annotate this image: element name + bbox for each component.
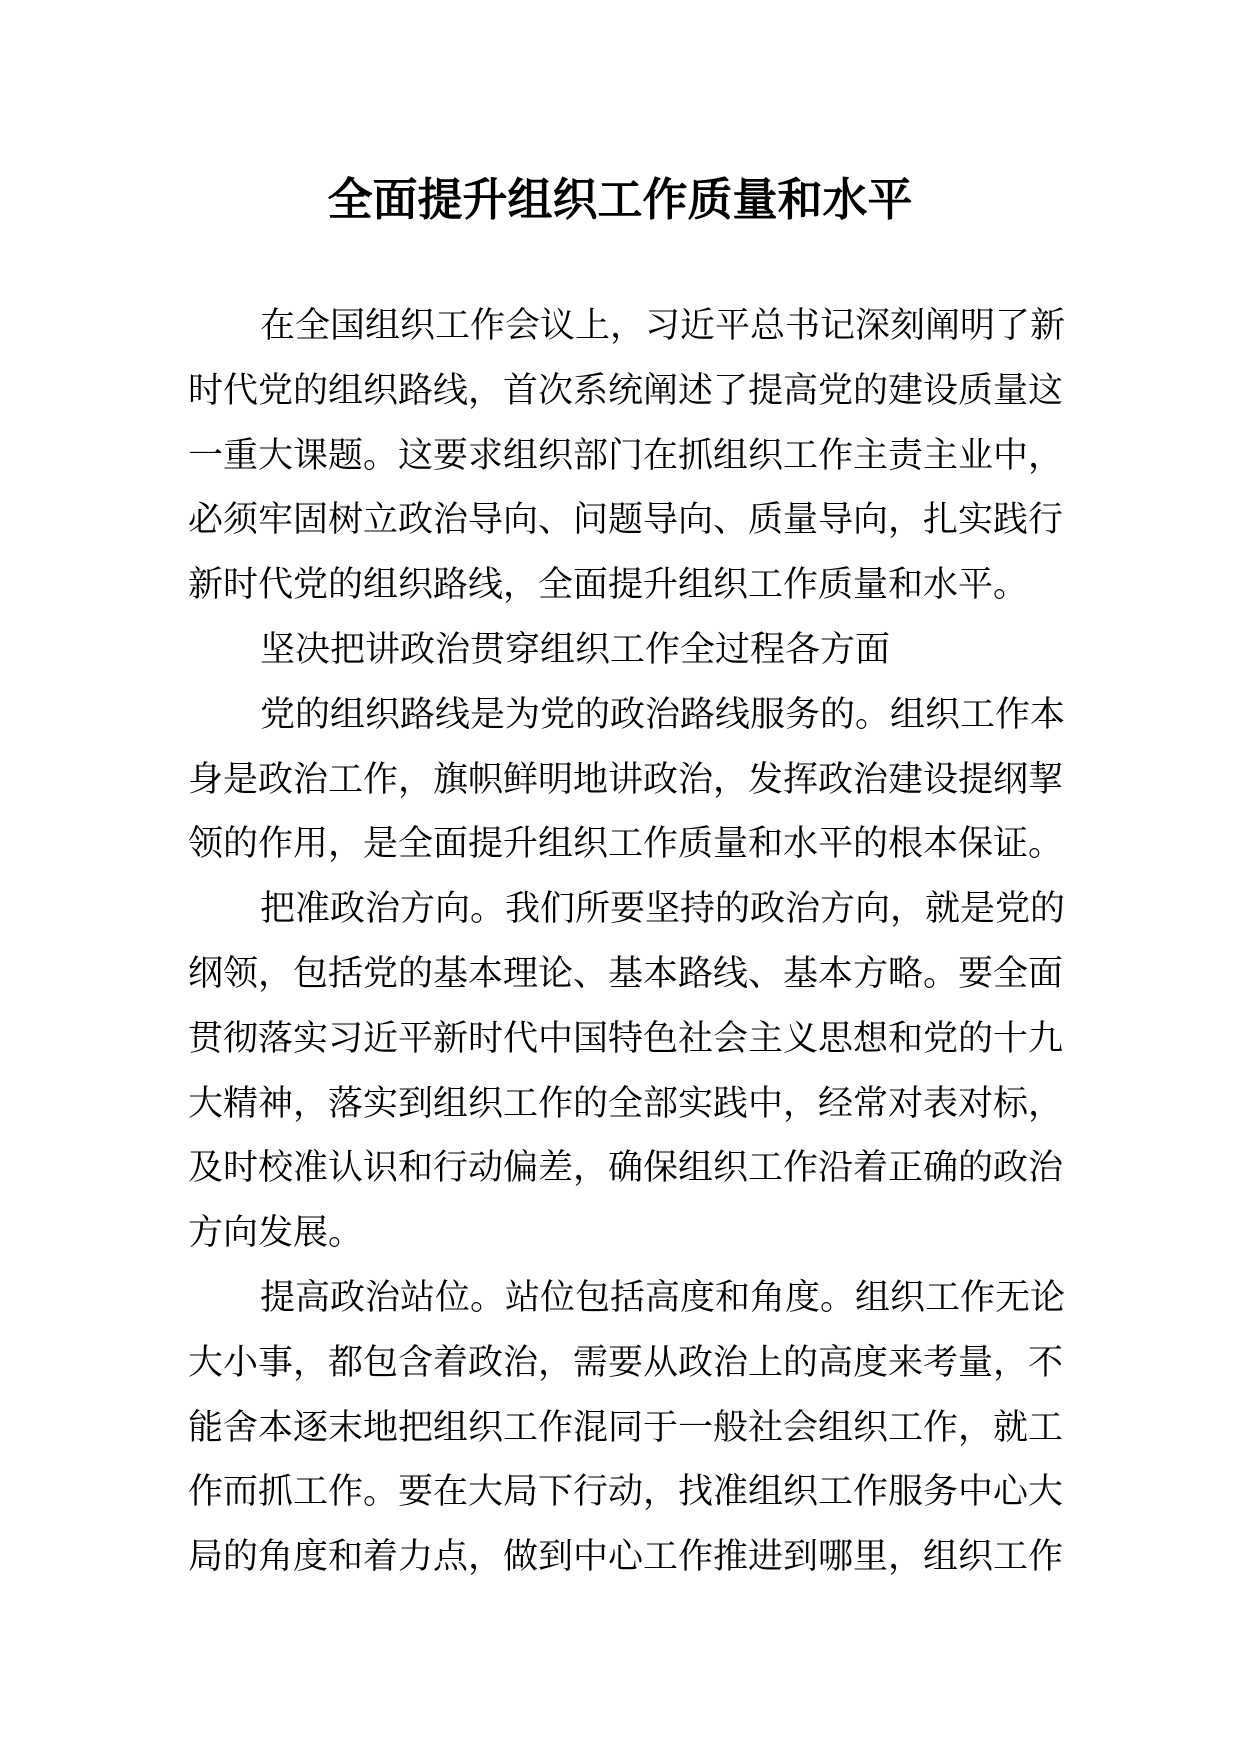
document-body — [188, 294, 1066, 1590]
text-line: 提高政治站位。站位包括高度和角度。组织工作无论 — [260, 1277, 1066, 1318]
text-line: 新时代党的组织路线，全面提升组织工作质量和水平。 — [188, 565, 1029, 606]
text-line: 坚决把讲政治贯穿组织工作全过程各方面 — [260, 629, 891, 670]
text-line: 局的角度和着力点，做到中心工作推进到哪里，组织工作 — [188, 1537, 1064, 1578]
text-line: 贯彻落实习近平新时代中国特色社会主义思想和党的十九 — [188, 1018, 1064, 1059]
text-line: 能舍本逐末地把组织工作混同于一般社会组织工作，就工 — [188, 1407, 1064, 1448]
text-line: 纲领，包括党的基本理论、基本路线、基本方略。要全面 — [188, 953, 1064, 994]
text-line: 时代党的组织路线，首次系统阐述了提高党的建设质量这 — [188, 370, 1064, 411]
text-line: 大精神，落实到组织工作的全部实践中，经常对表对标， — [188, 1083, 1064, 1124]
text-line: 及时校准认识和行动偏差，确保组织工作沿着正确的政治 — [188, 1148, 1064, 1189]
text-line: 必须牢固树立政治导向、问题导向、质量导向，扎实践行 — [188, 500, 1064, 541]
text-line: 方向发展。 — [188, 1213, 364, 1254]
text-line: 把准政治方向。我们所要坚持的政治方向，就是党的 — [260, 889, 1066, 930]
text-line: 党的组织路线是为党的政治路线服务的。组织工作本 — [260, 694, 1066, 735]
text-line: 作而抓工作。要在大局下行动，找准组织工作服务中心大 — [188, 1472, 1064, 1513]
document-title: 全面提升组织工作质量和水平 — [327, 173, 913, 226]
text-line: 大小事，都包含着政治，需要从政治上的高度来考量，不 — [188, 1342, 1064, 1383]
text-line: 身是政治工作，旗帜鲜明地讲政治，发挥政治建设提纲挈 — [188, 759, 1064, 800]
text-line: 在全国组织工作会议上，习近平总书记深刻阐明了新 — [260, 306, 1066, 346]
text-line: 一重大课题。这要求组织部门在抓组织工作主责主业中， — [188, 435, 1064, 476]
text-line: 领的作用，是全面提升组织工作质量和水平的根本保证。 — [188, 824, 1064, 865]
